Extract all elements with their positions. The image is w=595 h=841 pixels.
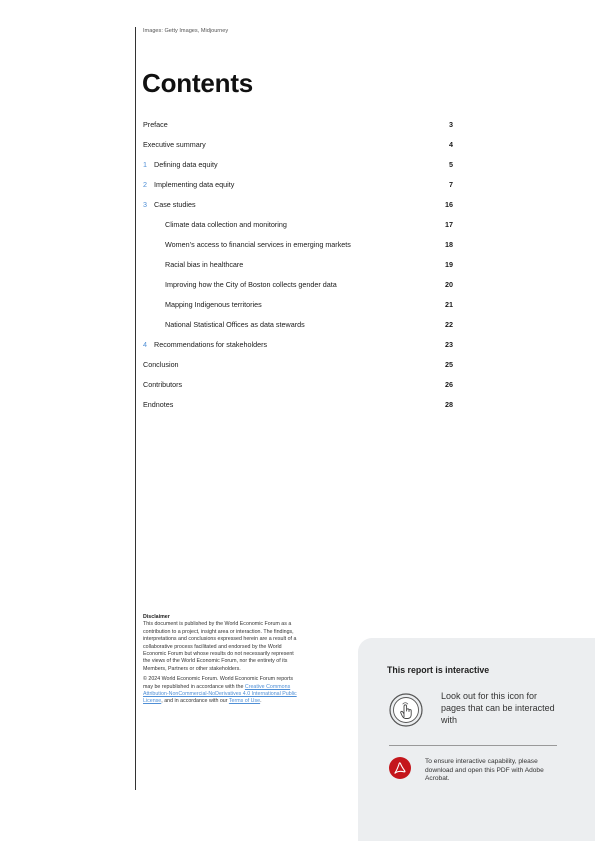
- toc-entry-label: Executive summary: [143, 140, 206, 149]
- toc-entry[interactable]: [143, 115, 453, 135]
- acrobat-badge: [389, 757, 411, 779]
- toc-entry[interactable]: [143, 375, 453, 395]
- toc-entry-page: 19: [445, 260, 453, 269]
- toc-entry[interactable]: [143, 155, 453, 175]
- image-credit: Images: Getty Images, Midjourney: [143, 28, 229, 34]
- copyright-text-end: .: [260, 698, 262, 705]
- toc-entry-page: 18: [445, 240, 453, 249]
- toc-entry-page: 4: [449, 140, 453, 149]
- toc-entry-page: 5: [449, 160, 453, 169]
- toc-entry[interactable]: [143, 215, 453, 235]
- toc-entry-page: 23: [445, 340, 453, 349]
- disclaimer-heading: Disclaimer: [143, 614, 170, 620]
- toc-entry[interactable]: [143, 195, 453, 215]
- disclaimer: [143, 614, 301, 709]
- page-title: Contents: [142, 68, 254, 98]
- interactive-icon-note: Look out for this icon for pages that can be interacted with: [441, 691, 555, 725]
- toc-entry-label: National Statistical Offices as data stewards: [165, 320, 305, 329]
- terms-link[interactable]: Terms of Use: [228, 698, 261, 705]
- toc-entry-label: Defining data equity: [154, 160, 218, 169]
- toc-entry-label: Contributors: [143, 380, 183, 389]
- toc-entry[interactable]: [143, 235, 453, 255]
- toc-entry-page: 28: [445, 400, 453, 409]
- toc-entry-page: 17: [445, 220, 453, 229]
- toc-entry[interactable]: [143, 355, 453, 375]
- toc-entry-page: 3: [449, 120, 453, 129]
- license-link[interactable]: Creative Commons Attribution-NonCommercial-NoDerivatives 4.0 International Public License: [143, 683, 297, 705]
- toc-entry-label: Preface: [143, 120, 168, 129]
- disclaimer-body: This document is published by the World Economic Forum as a contribution to a project, insight area or interaction. The findings, interpretations and conclusions expressed herein are a result of a collaborative process facilitated and endorsed by the World Economic Forum but whose results do not necessarily represent the views of the World Economic Forum, nor the entirety of its Members, Partners or other stakeholders.: [143, 621, 297, 672]
- toc-entry-label: Implementing data equity: [154, 180, 235, 189]
- toc-entry-page: 21: [445, 300, 453, 309]
- toc-entry-page: 25: [445, 360, 453, 369]
- toc-entry-label: Climate data collection and monitoring: [165, 220, 287, 229]
- toc-entry[interactable]: [143, 295, 453, 315]
- toc-entry-number: 1: [143, 160, 147, 169]
- acrobat-note: To ensure interactive capability, please download and open this PDF with Adobe Acrobat.: [425, 758, 544, 783]
- touch-hand-icon: [389, 693, 423, 727]
- adobe-acrobat-icon: [389, 757, 411, 779]
- copyright-text-mid: , and in accordance with our: [161, 698, 229, 705]
- toc-entry-label: Mapping Indigenous territories: [165, 300, 262, 309]
- toc-entry[interactable]: [143, 315, 453, 335]
- toc-entry[interactable]: [143, 275, 453, 295]
- copyright-text: © 2024 World Economic Forum. World Economic Forum reports may be republished in accordance with the: [143, 676, 294, 690]
- toc-entry-label: Improving how the City of Boston collects gender data: [165, 280, 337, 289]
- toc-entry-number: 2: [143, 180, 147, 189]
- toc-entry[interactable]: [143, 135, 453, 155]
- toc-entry[interactable]: [143, 395, 453, 415]
- table-of-contents: [143, 115, 453, 415]
- toc-entry-label: Case studies: [154, 200, 196, 209]
- toc-entry-number: 4: [143, 340, 147, 349]
- toc-entry-label: Women’s access to financial services in emerging markets: [165, 240, 351, 249]
- interactive-info-panel: [358, 638, 595, 841]
- toc-entry[interactable]: [143, 255, 453, 275]
- divider: [389, 745, 557, 746]
- toc-entry-page: 26: [445, 380, 453, 389]
- toc-entry[interactable]: [143, 175, 453, 195]
- toc-entry-label: Recommendations for stakeholders: [154, 340, 268, 349]
- toc-entry-page: 16: [445, 200, 453, 209]
- interactive-title: This report is interactive: [387, 665, 490, 675]
- toc-entry-number: 3: [143, 200, 147, 209]
- toc-entry-label: Racial bias in healthcare: [165, 260, 244, 269]
- copyright-notice: [143, 676, 301, 706]
- toc-entry-label: Endnotes: [143, 400, 174, 409]
- toc-entry-page: 22: [445, 320, 453, 329]
- left-rule: [135, 27, 136, 790]
- toc-entry-label: Conclusion: [143, 360, 179, 369]
- toc-entry[interactable]: [143, 335, 453, 355]
- toc-entry-page: 7: [449, 180, 453, 189]
- toc-entry-page: 20: [445, 280, 453, 289]
